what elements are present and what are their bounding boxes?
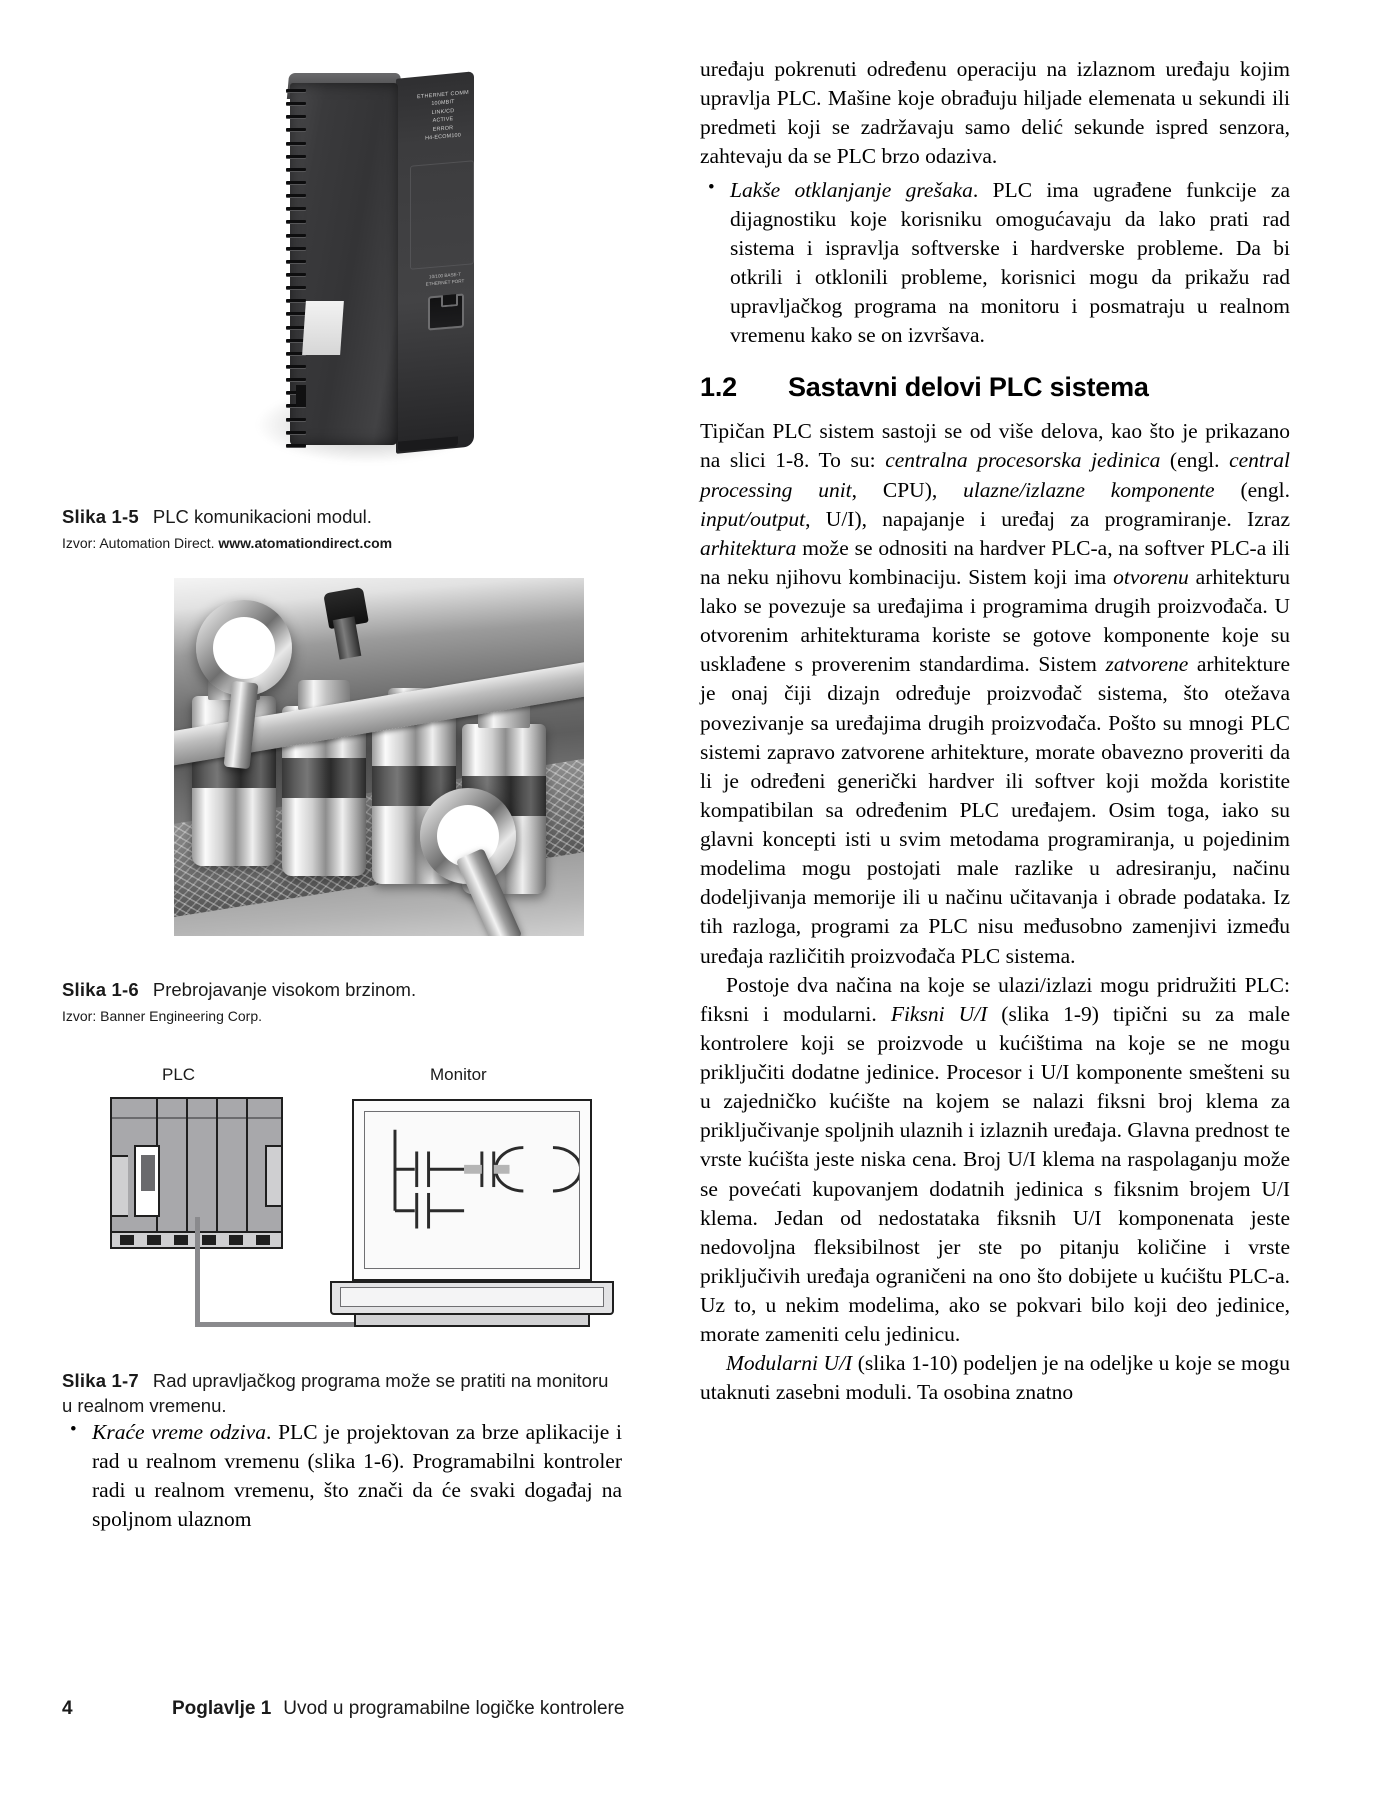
monitor-screen [352, 1099, 592, 1281]
legend-linkcd: LINK/CD [431, 107, 455, 116]
footer-chapter-title: Uvod u programabilne logičke kontrolere [283, 1698, 625, 1719]
bullet-lakse-otklanjanje-gresaka [700, 176, 1290, 351]
footer-chapter-label: Poglavlje 1 [172, 1698, 272, 1719]
legend-100mbit: 100MBIT [431, 99, 455, 108]
figure-1-6-caption-text: Prebrojavanje visokom brzinom. [152, 979, 417, 1001]
bullet-term-2: Lakše otklanjanje grešaka [730, 177, 973, 202]
figure-1-5-caption [62, 505, 622, 529]
figure-1-6-label: Slika 1-6 [62, 979, 139, 1001]
right-column [700, 55, 1290, 1655]
legend-error: ERROR [432, 124, 454, 133]
plc-right-tab [265, 1145, 283, 1207]
module-led-legend [408, 88, 478, 150]
bullet-term-1: Kraće vreme odziva [92, 1419, 266, 1444]
paragraph-2: Postoje dva načina na koje se ulazi/izlazi mogu pridružiti PLC: fiksni i modularni. Fiksni U/I (slika 1-9) tipični su za male kontrolere koji se proizvode u kućištima na koje se ne mogu priključiti dodatne jedinice. Procesor i U/I komponente smešteni su u zajedničko kućište na kojem se nalazi fiksni broj klema za priključivanje spoljnih ulaznih i izlaznih uređaja. Glavna prednost te vrste kućišta jeste niska cena. Broj U/I klema na raspolaganju može se povećati kupovanjem dodatnih jedinica s fiksnim brojem U/I klema. Jedan od nedostataka fiksnih U/I komponenata jeste nedovoljna fleksibilnost jer ste po pitanju količine i vrste priključivih uređaja ograničeni na ono što dobijete u kućištu PLC-a. Uz to, u nekim modelima, ako se pokvari bilo koji deo jedinice, morate zameniti celu jedinicu. [700, 972, 1290, 1347]
left-column [62, 55, 622, 1655]
high-speed-counting-photo [174, 578, 584, 936]
figure-1-7-caption-text: Rad upravljačkog programa može se pratiti na monitoru u realnom vremenu. [62, 1370, 609, 1416]
figure-1-5-source [62, 534, 622, 552]
legend-model-number: H4-ECOM100 [425, 132, 461, 142]
continued-paragraph: uređaju pokrenuti određenu operaciju na izlaznom uređaju kojim upravlja PLC. Mašine koje obrađuju hiljade elemenata u sekundi ili predmeti koji se zadržavaju samo delić sekunde ispred senzora, zahtevaju da se PLC brzo odaziva. [700, 57, 1290, 169]
plc-to-monitor-cable-vertical [195, 1217, 200, 1327]
figure-1-7-image [62, 1059, 622, 1369]
section-heading-1-2 [700, 372, 1290, 403]
paragraph-3: Modularni U/I (slika 1-10) podeljen je na odeljke u koje se mogu utaknuti zasebni moduli. Ta osobina znatno [700, 1351, 1290, 1405]
plc-left-tab [110, 1155, 128, 1217]
diagram-plc-label: PLC [162, 1065, 196, 1085]
laptop-front-edge [354, 1315, 590, 1327]
module-front-face [290, 83, 398, 445]
module-panel-seam [410, 160, 474, 270]
rj45-port-icon [428, 293, 464, 330]
figure-1-7-label: Slika 1-7 [62, 1370, 139, 1392]
plc-cpu-module [134, 1145, 160, 1217]
figure-1-5-caption-text: PLC komunikacioni modul. [152, 506, 372, 527]
section-number: 1.2 [700, 372, 737, 403]
legend-active: ACTIVE [432, 116, 454, 125]
right-column-bullet-list [700, 176, 1290, 351]
figure-1-5-source-url: www.atomationdirect.com [218, 535, 393, 552]
bullet-kratko-vreme-odziva [62, 1418, 622, 1535]
monitor-bezel-inner [364, 1111, 580, 1269]
module-white-sticker [302, 301, 344, 355]
diagram-monitor-label: Monitor [430, 1065, 487, 1085]
figure-1-5-source-prefix: Izvor: Automation Direct. [62, 535, 215, 552]
bullet-text-1: . PLC je projektovan za brze aplikacije i rad u realnom vremenu (slika 1-6). Programabilni kontroler radi u realnom vremenu, što znači da će svaki događaj na spoljnom ulaznom [92, 1419, 622, 1531]
module-notch [296, 385, 306, 407]
plc-communication-module-photo [222, 55, 482, 475]
figure-1-5-label: Slika 1-5 [62, 506, 139, 527]
figure-1-7-caption [62, 1369, 622, 1417]
paragraph-1: Tipičan PLC sistem sastoji se od više delova, kao što je prikazano na slici 1-8. To su: centralna procesorska jedinica (engl. central processing unit, CPU), ulazne/izlazne komponente (engl. input/output, U/I), napajanje i uređaj za programiranje. Izraz arhitektura može se odnositi na hardver PLC-a, na softver PLC-a ili na neku njihovu kombinaciju. Sistem koji ima otvorenu arhitekturu lako se povezuje sa uređajima i programima drugih proizvođača. U otvorenim arhitekturama koriste se gotove komponente koje su usklađene s proverenim standardima. Sistem zatvorene arhitekture je onaj čiji dizajn određuje proizvođač sistema, što otežava povezivanje sa uređajima drugih proizvođača. Pošto su mnogi PLC sistemi zapravo zatvorene arhitekture, morate obavezno proveriti da li je određeni generički hardver ili softver koji možda koristite kompatibilan sa određenim PLC uređajem. Osim toga, iako su glavni koncepti isti u svim metodama programiranja, u pojedinim modelima mogu postojati male razlike u adresiranju, načinu dodeljivanja memorije ili u načinu učitavanja i obrade podataka. Iz tih razloga, programi za PLC nisu međusobno zamenjivi između uređaja različitih proizvođača PLC sistema. [700, 419, 1290, 968]
legend-base-t: 10/100 BASE-T [429, 271, 461, 280]
section-title: Sastavni delovi PLC sistema [788, 372, 1149, 403]
left-column-bullet-list [62, 1418, 622, 1535]
figure-1-6-image [62, 578, 622, 978]
figure-1-6-source [62, 1007, 622, 1025]
bullet-text-2: . PLC ima ugrađene funkcije za dijagnostiku koje korisniku omogućavaju da lako prati rad sistema i ispravlja softverske i hardverske probleme. Da bi otkrili i otklonili probleme, korisnici mogu da prikažu rad upravljačkog programa na monitoru i posmatraju u realnom vremenu kako se on izvršava. [730, 177, 1290, 348]
figure-1-5-image [62, 55, 622, 505]
page-footer [62, 1698, 1312, 1720]
legend-ethernet-comm: ETHERNET COMM [416, 89, 470, 101]
ladder-logic-diagram [365, 1112, 579, 1268]
page-number: 4 [62, 1698, 73, 1719]
figure-1-6-caption [62, 978, 622, 1002]
legend-ethernet-port: ETHERNET PORT [425, 278, 465, 287]
laptop-keyboard-surface [340, 1287, 604, 1307]
figure-1-6-source-prefix: Izvor: Banner Engineering Corp. [62, 1008, 262, 1025]
